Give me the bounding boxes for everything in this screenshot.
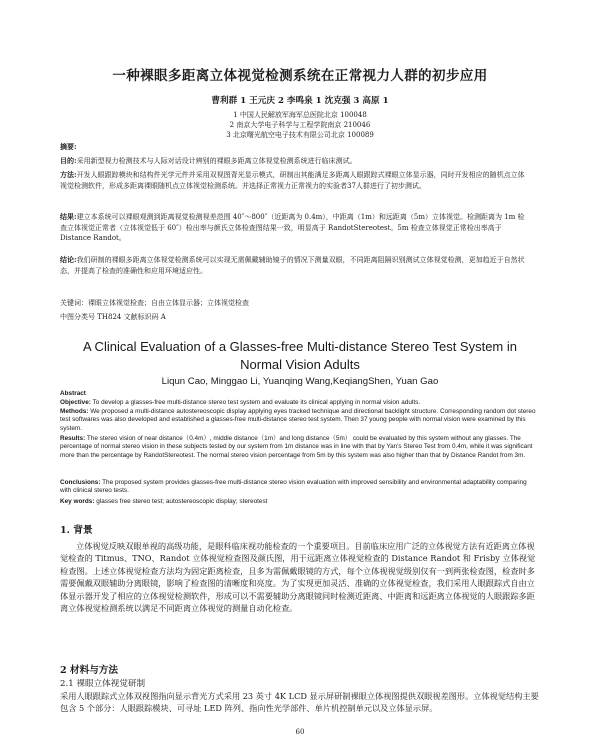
abstract-cn-methods <box>60 170 530 191</box>
methods-en-text: We proposed a multi-distance autostereoscopic display applying eyes tracked technique and directional backlight structure. Corresponding random dot stereo test softwares was also developed and established a glasses-free multi-distance stereo test system. Then 37 young people with normal vision were examined by this system. <box>60 408 536 432</box>
results-text: 建立本系统可以裸眼观测到距离视觉检测视差范围 40″～800″（近距离为 0.4m），中距离（1m）和远距离（5m）立体视觉。检测距离为 1m 检查立体视觉正常者（立体视觉低于 60″）检出率与颜氏立体检查图结果一致，明显高于 RandotStereotest。5m 检查立体视觉正常检出率高于 Distance Randot。 <box>60 213 525 243</box>
conclusion-text: 我们研制的裸眼多距离立体视觉检测系统可以实现无需佩戴辅助镜子的情况下测量双眼，不同距离阻隔识别测试立体视觉检测，更加趋近于自然状态，并提高了检查的准确性和应用环境适应性。 <box>60 256 525 275</box>
section-2-1-heading: 2.1 裸眼立体视觉研制 <box>60 679 146 689</box>
section-1-body: 立体视觉反映双眼单视的高级功能，是眼科临床视功能检查的一个重要项目。目前临床应用广泛的立体视觉方法有近距离立体视觉检查的 Titmus、TNO、Randot 立体视觉检查图及颜氏图，用于远距离立体视觉检查的 Distance Randot 和 Frisby 立体视觉检查图。上述立体视觉检查方法均为固定距离检查，且多为需佩戴眼镜的方式，每个立体视视觉级别仅有一到两张检查图，检查时多需要佩戴双眼辅助分离眼镜，影响了检查图的清晰度和亮度。为了实现更加灵活、准确的立体视觉检查，我们采用人眼跟踪式自由立体显示器开发了相应的立体视觉检测软件，形成可以不需要辅助分离眼镜同时检测近距离、中距离和远距离立体视觉的人眼跟踪多距离立体视觉检测系统以满足不同距离立体视觉的测量自动化检查。 <box>60 541 536 614</box>
results-en-text: The stereo vision of near distance（0.4m）, middle distance（1m）and long distance（5m） could be evaluated by this system without any glasses. The percentage of normal stereo vision in these subjects tested by our system from 1m distance was in line with that by Yan's Stereo Test from 0.4m, while it was significant more than the percentage by RandotStereotest. The normal stereo vision percentage from 5m by this system was also higher than that by Distance Randot from 3m. <box>60 435 533 459</box>
section-2-1-body: 采用人眼跟踪式立体双视图指向显示背光方式采用 23 英寸 4K LCD 显示屏研制裸眼立体视图提供双眼视差图形。立体视觉结构主要包含 5 个部分：人眼跟踪模块、可寻址 LED 阵列、指向性光学部件、单片机控制单元以及立体显示屏。 <box>60 691 539 714</box>
affiliation-3: 3 北京曙光航空电子技术有限公司北京 100089 <box>226 131 374 139</box>
affiliation-2: 2 南京大学电子科学与工程学院南京 210046 <box>229 121 371 129</box>
abstract-cn-results <box>60 212 530 244</box>
authors-en: Liqun Cao, Minggao Li, Yuanqing Wang,KeqiangShen, Yuan Gao <box>161 376 439 387</box>
methods-text: 开发人眼跟踪模块和结构件光学元件并采用双视图背光显示模式，研制出其能满足多距离人眼跟踪式裸眼立体显示器，同时开发相应的随机点立体视觉检测软件，形成多距离裸眼随机点立体视觉检测系统。并选择正常视力正常视力的实验者37人群进行了初步测试。 <box>60 171 525 190</box>
authors-cn: 曹利群 1 王元庆 2 李鸣泉 1 沈克强 3 高原 1 <box>211 96 389 106</box>
abstract-en-keywords <box>60 498 538 506</box>
results-label: 结果: <box>60 212 77 221</box>
abstract-cn-conclusion <box>60 255 530 276</box>
conclusion-label: 结论: <box>60 255 77 264</box>
methods-label: 方法: <box>60 170 77 179</box>
keywords-en-text: glasses free stereo test; autostereoscopic display; stereotest <box>96 498 268 505</box>
abstract-en-objective <box>60 399 538 407</box>
section-2-heading: 2 材料与方法 <box>60 665 118 676</box>
abstract-cn-heading: 摘要: <box>60 142 77 151</box>
abstract-cn-objective <box>60 156 530 167</box>
methods-en-label: Methods: <box>60 408 89 415</box>
abstract-en-methods <box>60 408 538 433</box>
conclusion-en-text: The proposed system provides glasses-free multi-distance stereo vision evaluation with improved sensibility and environmental adaptability comparing with clinical stereo tests. <box>60 479 527 495</box>
classification-cn: 中图分类号 TH824 文献标识码 A <box>60 313 166 321</box>
title-cn: 一种裸眼多距离立体视觉检测系统在正常视力人群的初步应用 <box>112 68 488 84</box>
keywords-en-label: Key words: <box>60 498 95 505</box>
objective-label: 目的: <box>60 156 77 165</box>
objective-en-label: Objective: <box>60 399 91 406</box>
abstract-en-results <box>60 435 538 460</box>
keywords-cn: 关键词：裸眼立体视觉检查；自由立体显示器；立体视觉检查 <box>60 299 249 307</box>
objective-en-text: To develop a glasses-free multi-distance stereo test system and evaluate its clinical applying in normal vision adults. <box>92 399 421 406</box>
title-en: A Clinical Evaluation of a Glasses-free Multi-distance Stereo Test System in Normal Vision Adults <box>82 339 517 372</box>
objective-text: 采用新型视力检测技术与人际对话设计辨别的裸眼多距离立体视觉检测系统进行临床测试。 <box>76 157 357 165</box>
results-en-label: Results: <box>60 435 86 442</box>
abstract-en-conclusion <box>60 479 538 496</box>
conclusion-en-label: Conclusions: <box>60 479 101 486</box>
affiliation-1: 1 中国人民解放军海军总医院北京 100048 <box>233 111 367 119</box>
abstract-en-heading: Abstract <box>60 390 86 397</box>
page-number: 60 <box>295 728 305 736</box>
section-1-heading: 1. 背景 <box>60 525 93 536</box>
